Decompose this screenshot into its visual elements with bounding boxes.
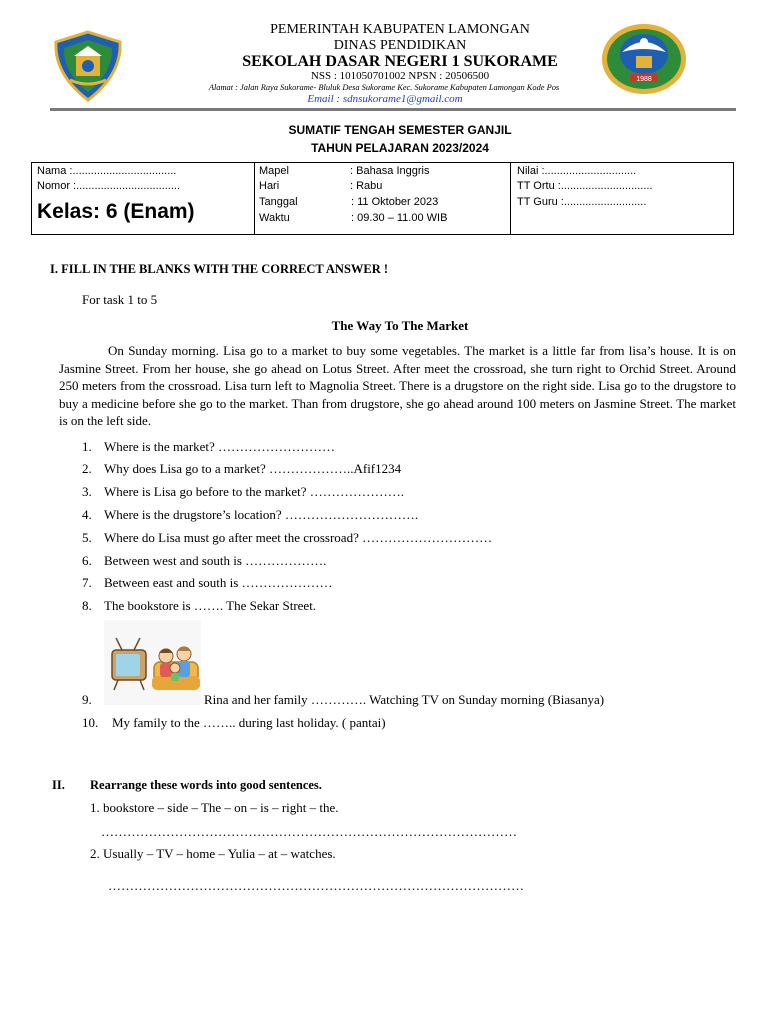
letterhead-government: PEMERINTAH KABUPATEN LAMONGAN [270,22,530,37]
date-label: Tanggal [259,196,298,208]
question-text[interactable]: Rina and her family …………. Watching TV on Sunday morning (Biasanya) [204,692,605,707]
question-number: 1. [82,439,92,454]
letterhead-school-name: SEKOLAH DASAR NEGERI 1 SUKORAME [242,53,558,70]
question-number: 7. [82,575,92,590]
student-info-table [31,162,734,235]
question-number: 2. [82,461,92,476]
name-field[interactable]: Nama :.................................. [37,165,177,177]
emblem-year: 1988 [636,76,652,83]
question-text[interactable]: Where is the drugstore’s location? …………………………. [104,507,419,522]
letterhead-nss-npsn: NSS : 101050701002 NPSN : 20506500 [310,70,490,82]
question-number: 4. [82,507,92,522]
day-label: Hari [259,180,280,192]
section-2-number: II. [52,778,65,792]
teacher-signature-field[interactable]: TT Guru :........................... [517,196,647,208]
letterhead-divider [50,108,736,111]
number-field[interactable]: Nomor :.................................. [37,180,181,192]
question-text[interactable]: Between east and south is ………………… [104,575,333,590]
question-number: 10. [82,715,99,730]
family-watching-tv-icon [104,620,201,705]
answer-line[interactable]: …………………………………………………………………………………… [101,824,517,839]
time-value: : 09.30 – 11.00 WIB [351,212,448,224]
reading-passage [59,342,736,430]
parent-signature-field[interactable]: TT Ortu :.............................. [517,180,653,192]
subject-value: : Bahasa Inggris [350,165,430,177]
date-value: : 11 Oktober 2023 [351,196,439,208]
day-value: : Rabu [350,180,383,192]
table-divider [254,163,255,234]
question-text[interactable]: The bookstore is ……. The Sekar Street. [104,598,317,613]
section-2-heading: Rearrange these words into good sentences. [90,778,322,792]
question-number: 5. [82,530,92,545]
question-number: 3. [82,484,92,499]
question-text[interactable]: Where is the market? ……………………… [104,439,336,454]
letterhead-email: Email : sdnsukorame1@gmail.com [307,93,463,105]
question-text[interactable]: Why does Lisa go to a market? ………………..Afif1234 [104,461,402,476]
question-number: 6. [82,553,92,568]
table-divider [510,163,511,234]
question-text[interactable]: Where do Lisa must go after meet the crossroad? ………………………… [104,530,493,545]
exam-title: SUMATIF TENGAH SEMESTER GANJIL [288,123,512,137]
passage-text: On Sunday morning. Lisa go to a market to buy some vegetables. The market is a little far from lisa’s house. It is on Jasmine Street. From her house, she go ahead on Lotus Street. After meet the crossroad, she turn right to Orchid Street. Around 250 meters from the crossroad. Lisa turn left to Magnolia Street. There is a drugstore on the right side. Lisa go to the drugstore to buy a medicine before she go to the market. Than from drugstore, she go ahead around 100 meters on Jasmine Street. The market is on the left side. [59,343,736,429]
class-label: Kelas: 6 (Enam) [37,200,195,223]
answer-line[interactable]: …………………………………………………………………………………… [108,878,524,893]
story-title: The Way To The Market [331,318,469,333]
letterhead-address: Alamat : Jalan Raya Sukorame- Bluluk Desa Sukorame Kec. Sukorame Kabupaten Lamongan Kode Pos [208,83,560,92]
task-note: For task 1 to 5 [82,292,158,307]
question-text[interactable]: Between west and south is ………………. [104,553,327,568]
time-label: Waktu [259,212,290,224]
question-text[interactable]: Where is Lisa go before to the market? …………………. [104,484,404,499]
question-number: 8. [82,598,92,613]
question-text[interactable]: My family to the …….. during last holiday. ( pantai) [112,715,386,730]
rearrange-item: 1. bookstore – side – The – on – is – right – the. [90,800,339,815]
score-field[interactable]: Nilai :.............................. [517,165,637,177]
letterhead-department: DINAS PENDIDIKAN [333,38,467,53]
exam-year: TAHUN PELAJARAN 2023/2024 [311,141,489,155]
question-number: 9. [82,692,92,707]
section-1-heading: I. FILL IN THE BLANKS WITH THE CORRECT ANSWER ! [50,262,389,276]
subject-label: Mapel [259,165,289,177]
rearrange-item: 2. Usually – TV – home – Yulia – at – watches. [90,846,336,861]
